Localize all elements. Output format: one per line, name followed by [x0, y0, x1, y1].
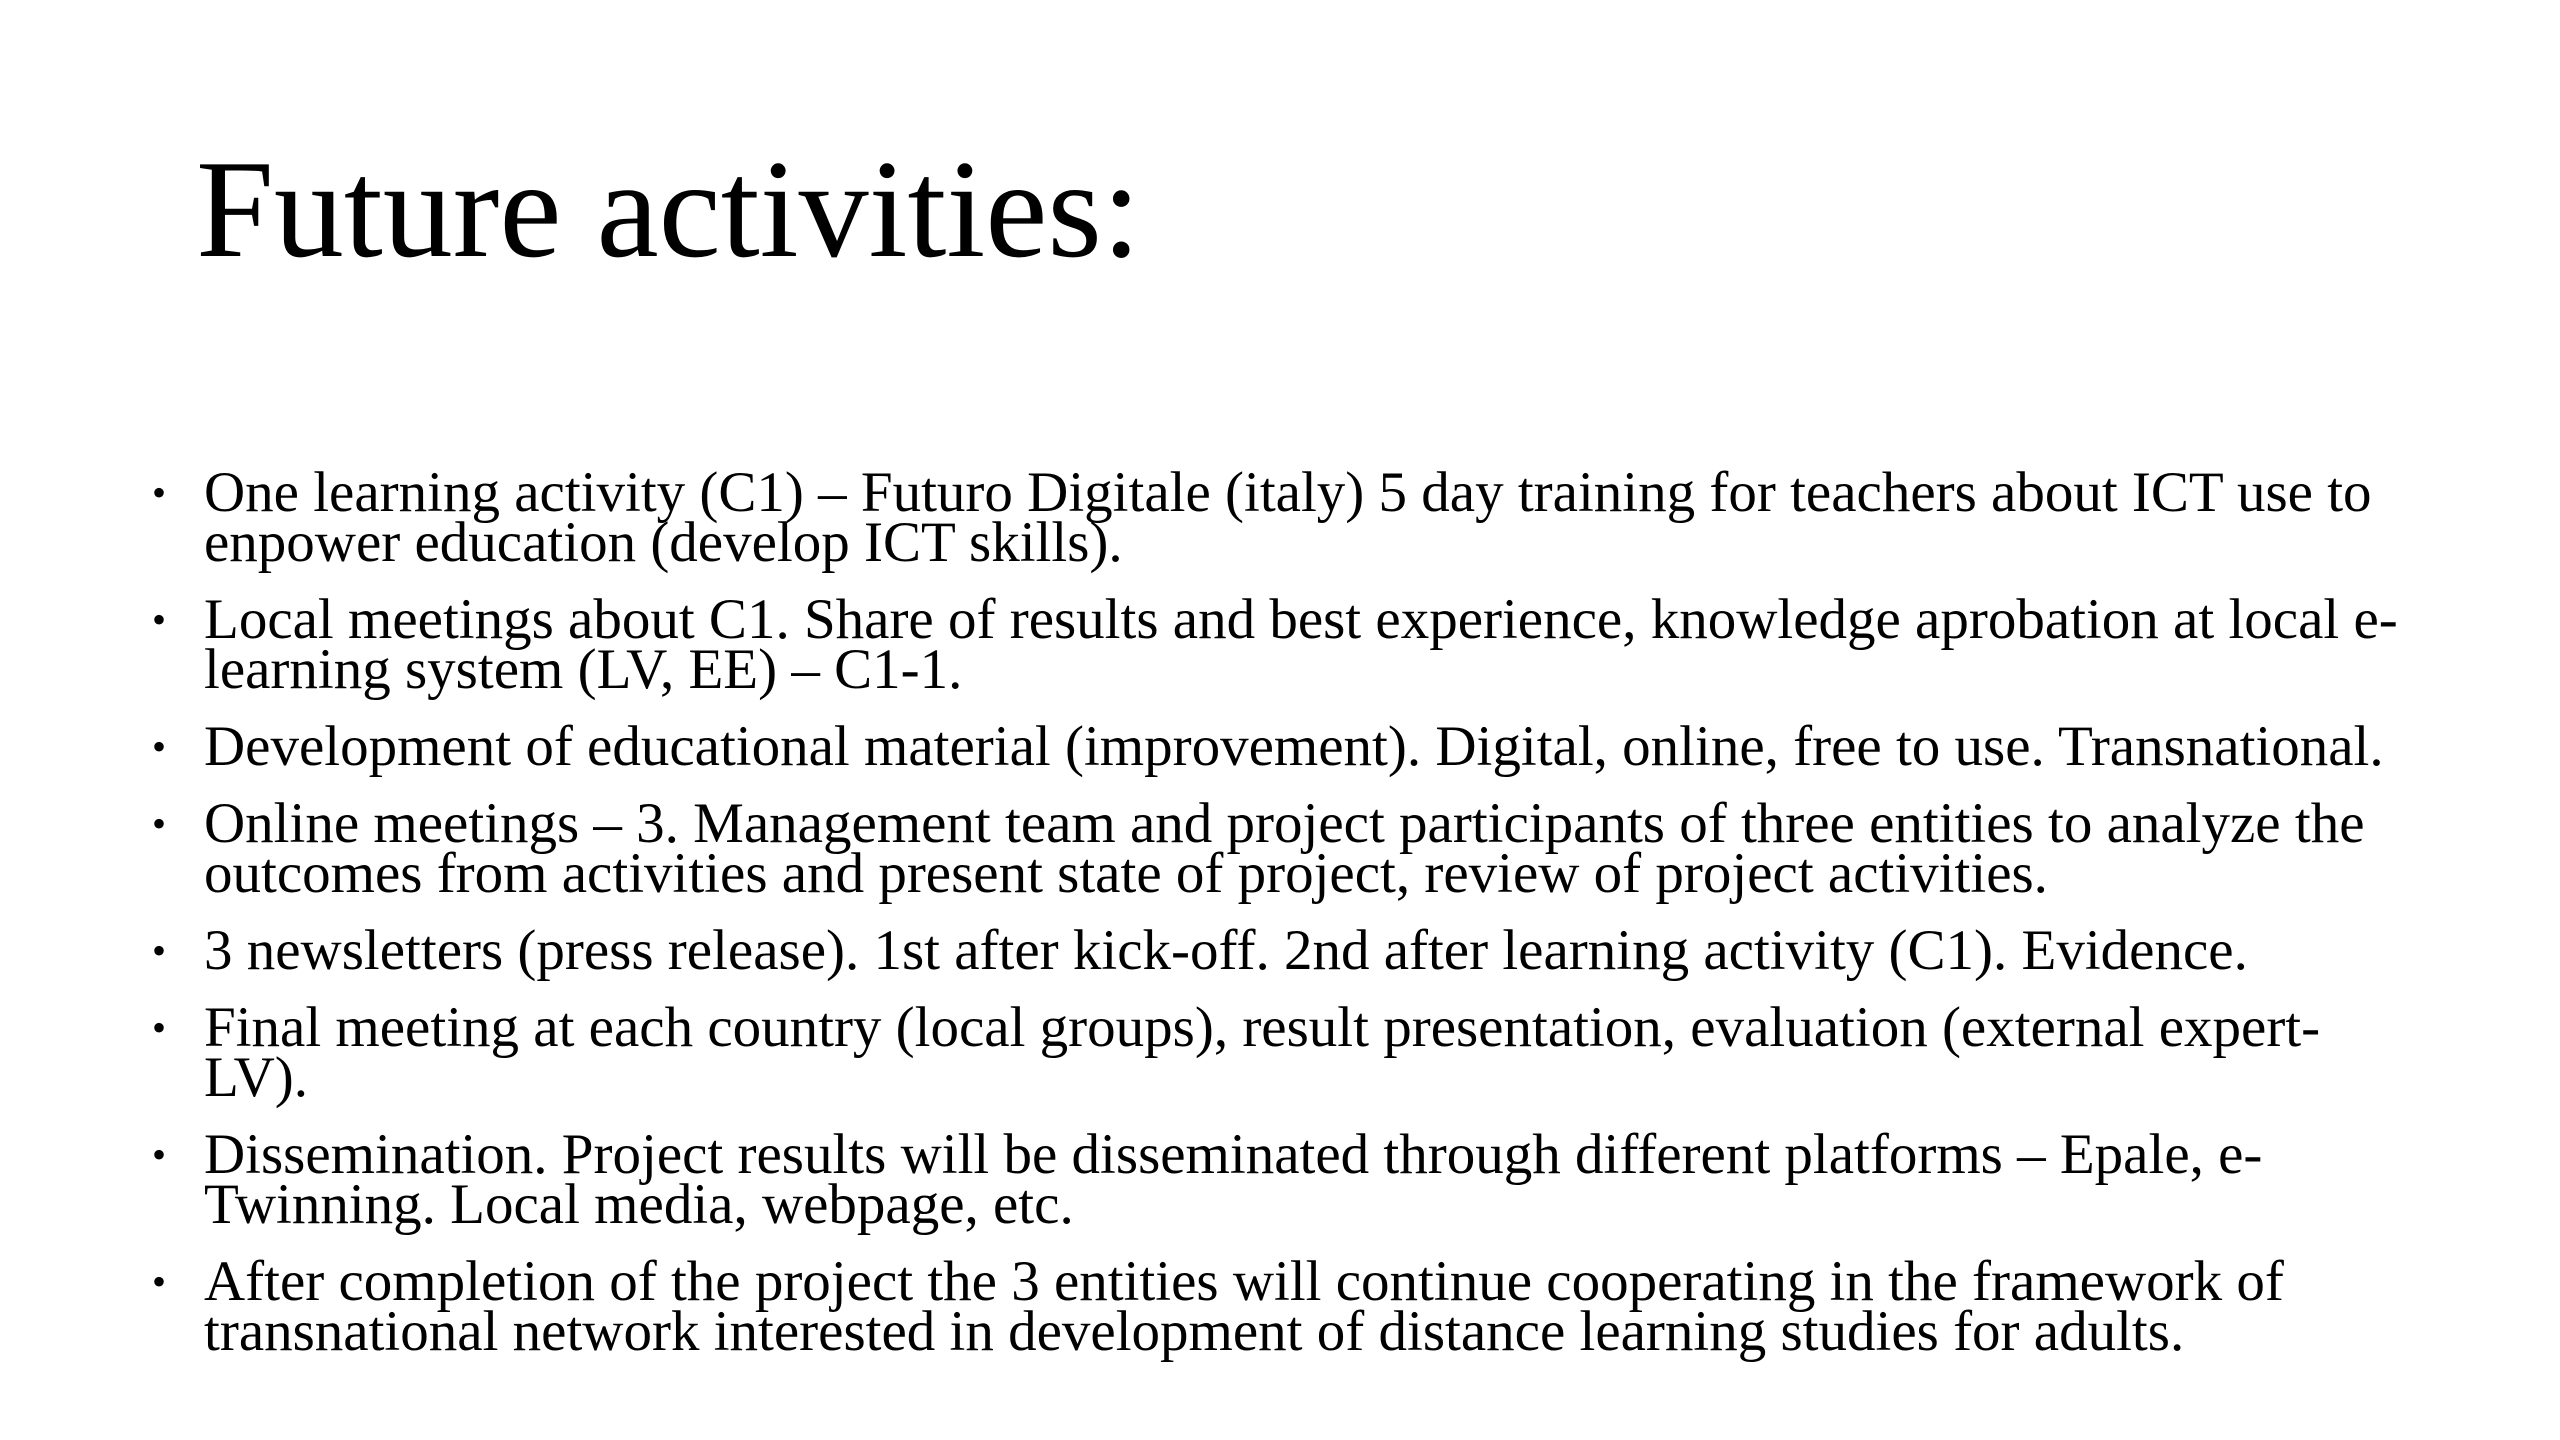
slide-title: Future activities: — [196, 132, 1141, 287]
bullet-item — [152, 588, 2412, 701]
bullet-item — [152, 1123, 2412, 1236]
bullet-icon: • — [152, 801, 167, 846]
bullet-icon: • — [152, 928, 167, 973]
bullet-icon: • — [152, 1259, 167, 1304]
bullet-item — [152, 1250, 2412, 1363]
bullet-item — [152, 461, 2412, 574]
bullet-icon: • — [152, 724, 167, 769]
bullet-item — [152, 919, 2412, 982]
bullet-text: Local meetings about C1. Share of results and best experience, knowledge aprobation at local e-learning system (LV, EE) – C1-1. — [204, 588, 2398, 701]
bullet-icon: • — [152, 597, 167, 642]
bullet-list — [152, 461, 2412, 1384]
bullet-text: Development of educational material (improvement). Digital, online, free to use. Transnational. — [204, 715, 2384, 778]
bullet-item — [152, 996, 2412, 1109]
bullet-item — [152, 715, 2412, 778]
bullet-text: 3 newsletters (press release). 1st after kick-off. 2nd after learning activity (C1). Evidence. — [204, 919, 2248, 982]
bullet-text: Dissemination. Project results will be disseminated through different platforms – Epale, e-Twinning. Local media, webpage, etc. — [204, 1123, 2263, 1236]
bullet-text: Online meetings – 3. Management team and project participants of three entities to analyze the outcomes from activities and present state of project, review of project activities. — [204, 792, 2365, 905]
bullet-icon: • — [152, 1132, 167, 1177]
bullet-item — [152, 792, 2412, 905]
bullet-icon: • — [152, 1005, 167, 1050]
bullet-text: Final meeting at each country (local groups), result presentation, evaluation (external expert-LV). — [204, 996, 2321, 1109]
bullet-text: One learning activity (C1) – Futuro Digitale (italy) 5 day training for teachers about ICT use to enpower education (develop ICT skills). — [204, 461, 2372, 574]
bullet-text: After completion of the project the 3 entities will continue cooperating in the framework of transnational network interested in development of distance learning studies for adults. — [204, 1250, 2284, 1363]
bullet-icon: • — [152, 470, 167, 515]
